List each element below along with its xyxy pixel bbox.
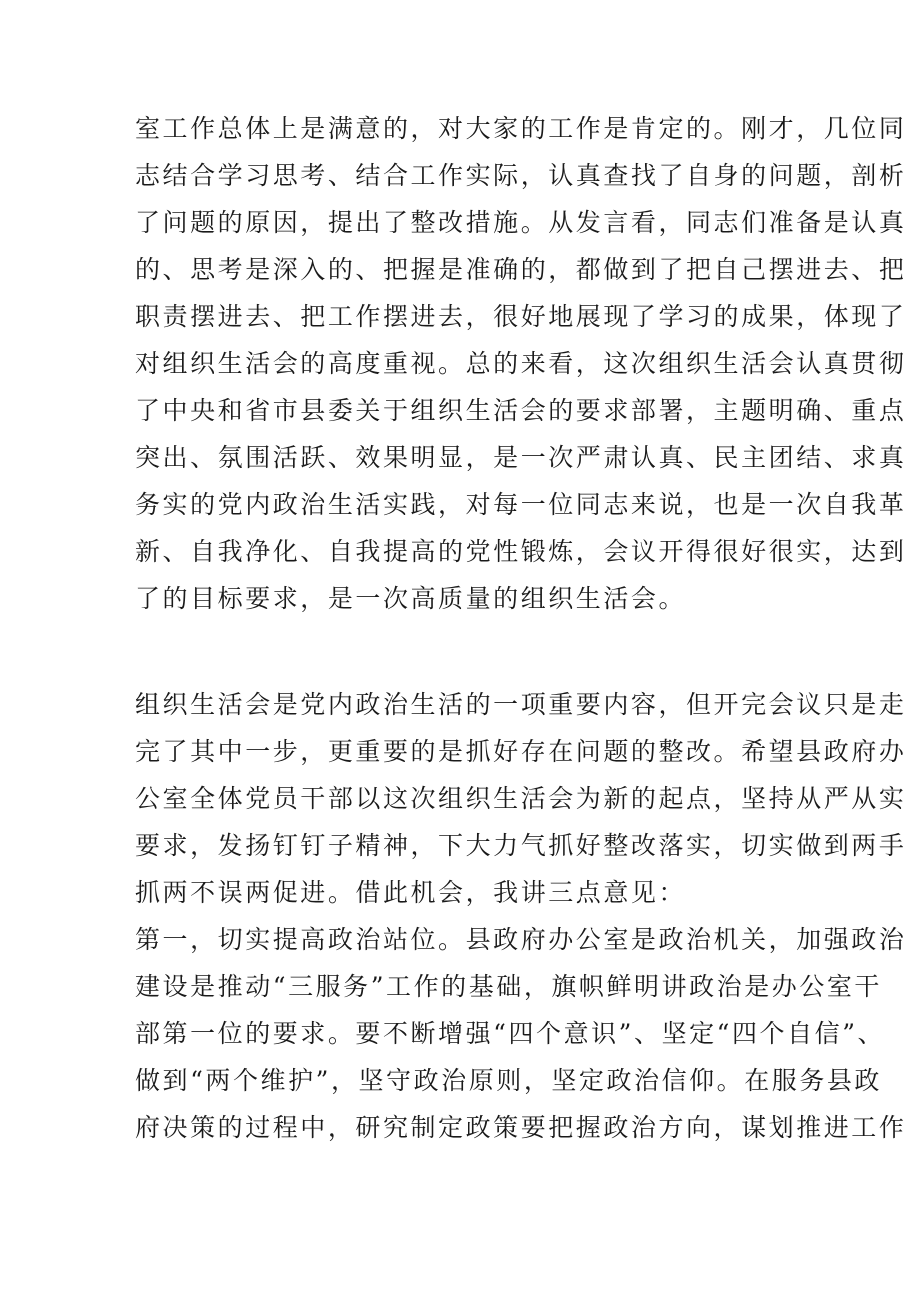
text-line: 志结合学习思考、结合工作实际，认真查找了自身的问题，剖析 bbox=[135, 161, 907, 190]
text-line: 新、自我净化、自我提高的党性锻炼，会议开得很好很实，达到 bbox=[135, 537, 907, 566]
text-line: 府决策的过程中，研究制定政策要把握政治方向，谋划推进工作 bbox=[135, 1113, 907, 1142]
text-line: 了问题的原因，提出了整改措施。从发言看，同志们准备是认真 bbox=[135, 208, 907, 237]
text-line: 第一，切实提高政治站位。县政府办公室是政治机关，加强政治 bbox=[135, 925, 907, 954]
text-line: 建设是推动“三服务”工作的基础，旗帜鲜明讲政治是办公室干 bbox=[135, 972, 882, 1001]
text-line: 务实的党内政治生活实践，对每一位同志来说，也是一次自我革 bbox=[135, 490, 907, 519]
text-line: 了中央和省市县委关于组织生活会的要求部署，主题明确、重点 bbox=[135, 396, 907, 425]
text-line: 公室全体党员干部以这次组织生活会为新的起点，坚持从严从实 bbox=[135, 784, 907, 813]
text-line: 组织生活会是党内政治生活的一项重要内容，但开完会议只是走 bbox=[135, 690, 907, 719]
text-line: 突出、氛围活跃、效果明显，是一次严肃认真、民主团结、求真 bbox=[135, 443, 907, 472]
text-line: 要求，发扬钉钉子精神，下大力气抓好整改落实，切实做到两手 bbox=[135, 831, 907, 860]
text-line: 部第一位的要求。要不断增强“四个意识”、坚定“四个自信”、 bbox=[135, 1019, 886, 1048]
text-line: 对组织生活会的高度重视。总的来看，这次组织生活会认真贯彻 bbox=[135, 349, 907, 378]
text-line: 职责摆进去、把工作摆进去，很好地展现了学习的成果，体现了 bbox=[135, 302, 907, 331]
text-line: 做到“两个维护”，坚守政治原则，坚定政治信仰。在服务县政 bbox=[135, 1066, 882, 1095]
text-line: 抓两不误两促进。借此机会，我讲三点意见： bbox=[135, 878, 687, 907]
text-line: 完了其中一步，更重要的是抓好存在问题的整改。希望县政府办 bbox=[135, 737, 907, 766]
text-line: 的、思考是深入的、把握是准确的，都做到了把自己摆进去、把 bbox=[135, 255, 907, 284]
text-line: 了的目标要求，是一次高质量的组织生活会。 bbox=[135, 584, 687, 613]
text-line: 室工作总体上是满意的，对大家的工作是肯定的。刚才，几位同 bbox=[135, 114, 907, 143]
